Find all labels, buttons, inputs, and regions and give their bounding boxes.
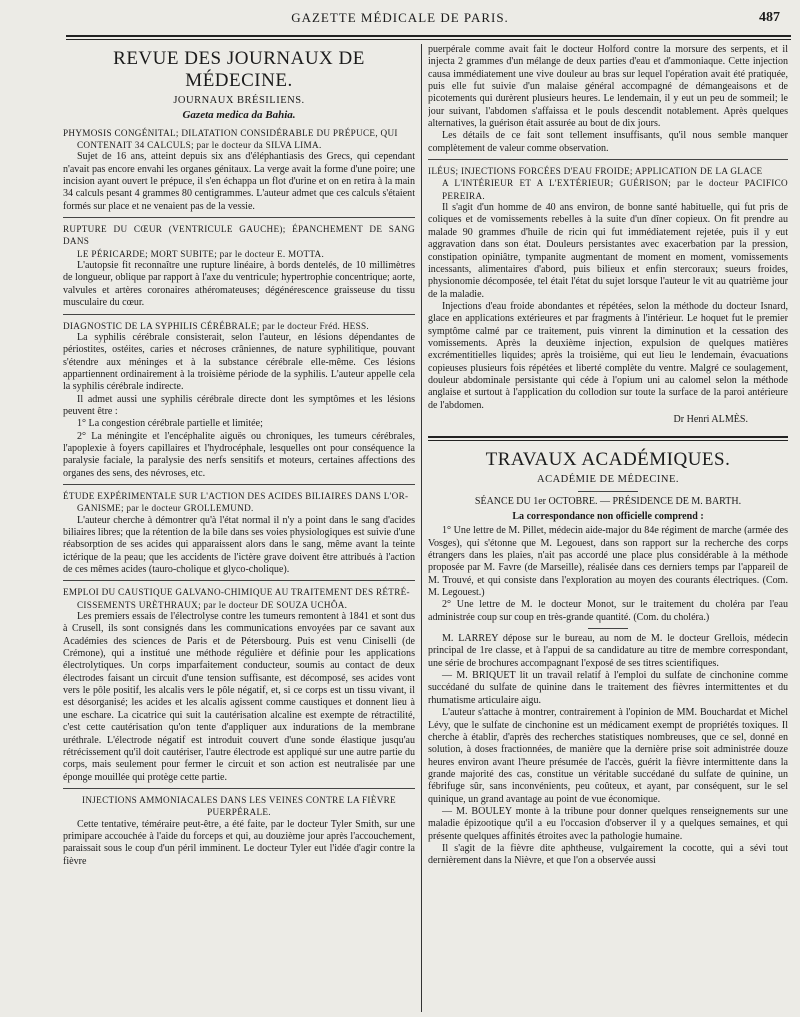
divider [63,788,415,789]
section-title: TRAVAUX ACADÉMIQUES. [485,449,731,471]
divider [63,580,415,581]
article-paragraph: Il s'agit d'un homme de 40 ans environ, de bonne santé habituelle, qui fut pris de coliques et de vomissements rebelles à la suite d'un dîner copieux. On fit prendre au malade 90 grammes d'huile de ricin qui fut immédiatement rejetée, puis il y eut aggravation dans son état. Douleurs persistantes avec exacerbation par la pression, constipation opiniâtre, tympanite augmentant de moment en moment, vomissements incessants, alimentaires d'abord, puis bilieux et enfin stercoraux; sueurs froides, physionomie décomposée, tel était l'état du sujet lorsque l'auteur le vit au quatrième jour de la maladie. [428,202,788,300]
article-paragraph: Les premiers essais de l'électrolyse contre les tumeurs remontent à 1841 et sont dus à Crusell, ils sont consignés dans les communications envoyées par ce savant aux Académies des sciences de Paris et de Pétersbourg. Puis est venu Ciniselli (de Crémone), qui a institué une méthode régulière et définie pour les applications électrolytiques. Un corps imparfaitement conducteur, soumis au contact de deux électrodes faisant un circuit d'une tension suffisante, est décomposé, ses acides vont vers le pôle positif, les alcalis vers le pôle négatif, et, si ce corps est un tissu vivant, il est désorganisé; les acides et les alcalis agissent comme caustiques et donnent lieu à une eschare. La cicatrice qui suit la cautérisation alcaline est exempte de rétractilité, c'est cette cautérisation qu'on tente d'appliquer aux indurations de la membrane uréthrale. L'électrode négatif est introduit couvert d'une sonde élastique jusqu'au rétrécissement qu'il doit cautériser, l'autre électrode est appliqué sur une autre partie du corps, mais seulement pour fermer le circuit et son action est neutralisée par une éponge mouillée qui protège cette partie. [63,611,415,783]
column-divider [421,44,422,1012]
section-title: REVUE DES JOURNAUX DE MÉDECINE. [113,48,365,91]
short-rule [578,491,638,492]
article-paragraph: Il admet aussi une syphilis cérébrale directe dont les symptômes et les lésions peuvent être : [63,393,415,417]
article-paragraph: Il s'agit de la fièvre dite aphtheuse, vulgairement la cocotte, qui a sévi tout dernièrement dans la Nièvre, et que l'on a observée aussi [428,842,788,867]
header-rule-thin [66,39,791,40]
article-paragraph: Les détails de ce fait sont tellement insuffisants, qu'il nous semble manquer complètement de valeur comme observation. [428,130,788,154]
page-header [0,10,800,32]
article-title: ILÉUS; INJECTIONS FORCÉES D'EAU FROIDE; APPLICATION DE LA GLACE A L'INTÉRIEUR ET A L'EXTÉRIEUR; GUÉRISON; par le docteur PACIFICO PEREIRA. [428,166,788,201]
left-column [63,44,415,1012]
article-paragraph: puerpérale comme avait fait le docteur Holford contre la morsure des serpents, et il injecta 2 grammes d'un mélange de deux parties d'eau et d'ammoniaque. Cette injection causa immédiatement une vive douleur au bras sur lequel l'opération avait été pratiquée, puis elle fut suivie d'un malaise général accompagné de démangeaisons et de picotements qui durèrent plusieurs heures. Le lendemain, il y eut un peu de sommeil; le jour suivant, l'abdomen s'affaissa et le pouls descendit notablement. Après quelques alternatives, la guérison était assurée au bout de dix jours. [428,44,788,130]
article-paragraph: — M. BOULEY monte à la tribune pour donner quelques renseignements sur une maladie épizootique qu'il a eu l'occasion d'observer il y a quelques semaines, et qui présente quelques affinités étroites avec la pathologie humaine. [428,805,788,842]
header-rule [66,35,791,37]
divider [63,217,415,218]
article-paragraph: M. LARREY dépose sur le bureau, au nom de M. le docteur Grellois, médecin principal de 1re classe, et à l'appui de sa candidature au titre de membre correspondant, une série de brochures accompagnant l'exposé de ses titres scientifiques. [428,633,788,669]
article-paragraph: Cette tentative, téméraire peut-être, a été faite, par le docteur Tyler Smith, sur une primipare accouchée à l'aide du forceps et qui, au douzième jour après l'accouchement, paraissait sous le coup d'un péril imminent. Le docteur Tyler eut l'idée d'agir contre la fièvre [63,818,415,867]
correspondence-heading: La correspondance non officielle comprend : [512,511,704,522]
article-title: DIAGNOSTIC DE LA SYPHILIS CÉRÉBRALE; par le docteur Fréd. HESS. [63,320,369,331]
article-paragraph: 1° Une lettre de M. Pillet, médecin aide-major du 84e régiment de marche (armée des Vosges), qui s'étonne que M. Legouest, dans son rapport sur la recherche des corps étrangers dans les plaies, n'ait pas accordé une place plus considérable à la méthode proposée par M. Favre (de Marseille), réalisée dans ces derniers temps par l'appareil de M. Trouvé, et qui consiste dans l'exploration au moyen des courants électriques. (Com. M. Legouest.) [428,525,788,599]
article-title: ÉTUDE EXPÉRIMENTALE SUR L'ACTION DES ACIDES BILIAIRES DANS L'OR- GANISME; par le docteur GROLLEMUND. [63,490,409,514]
article-title: RUPTURE DU CŒUR (VENTRICULE GAUCHE); ÉPANCHEMENT DE SANG DANS LE PÉRICARDE; MORT SUBITE; par le docteur E. MOTTA. [63,224,415,259]
divider [428,159,788,160]
article-paragraph: 2° Une lettre de M. le docteur Monot, sur le traitement du choléra par l'eau administrée coup sur coup en très-grande quantité. (Com. du choléra.) [428,599,788,623]
section-subtitle: JOURNAUX BRÉSILIENS. [173,95,305,106]
article-paragraph: La syphilis cérébrale consisterait, selon l'auteur, en lésions dépendantes de périostites, ostéites, caries et nécroses crâniennes, de nature syphilitique, pouvant s'étendre aux méninges et à la substance cérébrale elle-même. Ces lésions appartiennent ordinairement à la troisième période de la syphilis. L'auteur appelle cela la syphilis cérébrale indirecte. [63,331,415,393]
article-paragraph: L'auteur s'attache à montrer, contrairement à l'opinion de MM. Bouchardat et Michel Lévy, que le sulfate de cinchonine est un médicament exempt de propriétés toxiques. Il cherche à établir, d'après des recherches statistiques nombreuses, que ce sel, donné en solution, à doses fractionnées, de manière que la dernière prise soit administrée douze heures environ avant l'heure présumée de l'accès, guérit la fièvre intermittente dans la grande majorité des cas, constitue un véritable succédané du sulfate de quinine, un fébrifuge sûr, sans inconvénients, peu coûteux, et ayant, par conséquent, sur le sel quinique, un grand avantage au point de vue économique. [428,707,788,805]
article-paragraph: 1° La congestion cérébrale partielle et limitée; [77,418,263,430]
article-title: INJECTIONS AMMONIACALES DANS LES VEINES CONTRE LA FIÈVRE PUERPÉRALE. [82,794,396,818]
article-paragraph: — M. BRIQUET lit un travail relatif à l'emploi du sulfate de cinchonine comme succédané du sulfate de quinine dans le traitement des fièvres intermittentes et du rhumatisme articulaire aigu. [428,670,788,706]
section-rule [428,436,788,441]
article-paragraph: L'autopsie fit reconnaître une rupture linéaire, à bords dentelés, de 10 millimètres de longueur, oblique par rapport à l'axe du ventricule; hypertrophie concentrique; aorte, valvules et artères coronaires athéromateuses; dégénérescence graisseuse du tissu musculaire du cœur. [63,260,415,309]
divider [63,314,415,315]
article-paragraph: Sujet de 16 ans, atteint depuis six ans d'éléphantiasis des Grecs, qui cependant n'avait pas encore envahi les organes génitaux. La verge avait la forme d'une poire; une incision ayant ouvert le prépuce, il s'en échappa un flot d'urine et on en retira à la main 34 calculs pesant 4 grammes 80 centigrammes. L'auteur admet que ces calculs s'étaient formés sur place et ne venaient pas de la vessie. [63,151,415,212]
article-paragraph: L'auteur cherche à démontrer qu'à l'état normal il n'y a point dans le sang d'acides biliaires libres; que la rétention de la bile dans ses voies physiologiques est suivie d'une réabsorption de ses acides qui apparaissent alors dans le sang, même avant la teinte ictérique de la peau; que les accidents de l'ictère grave doivent être attribués à l'action de ces mêmes acides (tauro-cholique et glyco-cholique). [63,514,415,576]
article-paragraph: 2° La méningite et l'encéphalite aiguës ou chroniques, les tumeurs cérébrales, l'apoplexie à foyers capillaires et l'hydrocéphale, lesquelles ont pour conséquence la paralysie faciale, la paralysie des nerfs sensitifs et moteurs, certaines affections des organes des sens, des névroses, etc. [63,430,415,479]
divider [63,484,415,485]
short-rule [588,628,628,629]
journal-name: Gazeta medica da Bahia. [182,109,296,122]
article-title: EMPLOI DU CAUSTIQUE GALVANO-CHIMIQUE AU TRAITEMENT DES RÉTRÉ- CISSEMENTS URÈTHRAUX; par le docteur DE SOUZA UCHÔA. [63,587,410,610]
session-heading: SÉANCE DU 1er OCTOBRE. — PRÉSIDENCE DE M. BARTH. [474,495,742,507]
academy-title: ACADÉMIE DE MÉDECINE. [536,474,680,486]
right-column [428,44,788,1012]
article-title: PHYMOSIS CONGÉNITAL; DILATATION CONSIDÉRABLE DU PRÉPUCE, QUI CONTENAIT 34 CALCULS; par le docteur da SILVA LIMA. [63,127,398,151]
page-number: 487 [759,10,780,25]
article-paragraph: Injections d'eau froide abondantes et répétées, selon la méthode du docteur Isnard, glace en applications extérieures et par fragments à l'intérieur. Le hoquet fut le premier symptôme calmé par ce traitement, puis vinrent la diminution et la cessation des vomissements. Après la deuxième injection, expulsion de quelques matières excrémentitielles liquides; après la troisième, qui eut lieu le lendemain, évacuations copieuses plusieurs fois répétées et liberté complète du ventre. Malgré ce soulagement, douleur abdominale persistante qui céde à l'opium uni au calomel selon la méthode anglaise et surtout à l'application du collodion sur toute la surface de la paroi antérieure de l'abdomen. [428,300,788,411]
signature: Dr Henri ALMÈS. [673,413,748,425]
running-title: GAZETTE MÉDICALE DE PARIS. [291,10,509,25]
